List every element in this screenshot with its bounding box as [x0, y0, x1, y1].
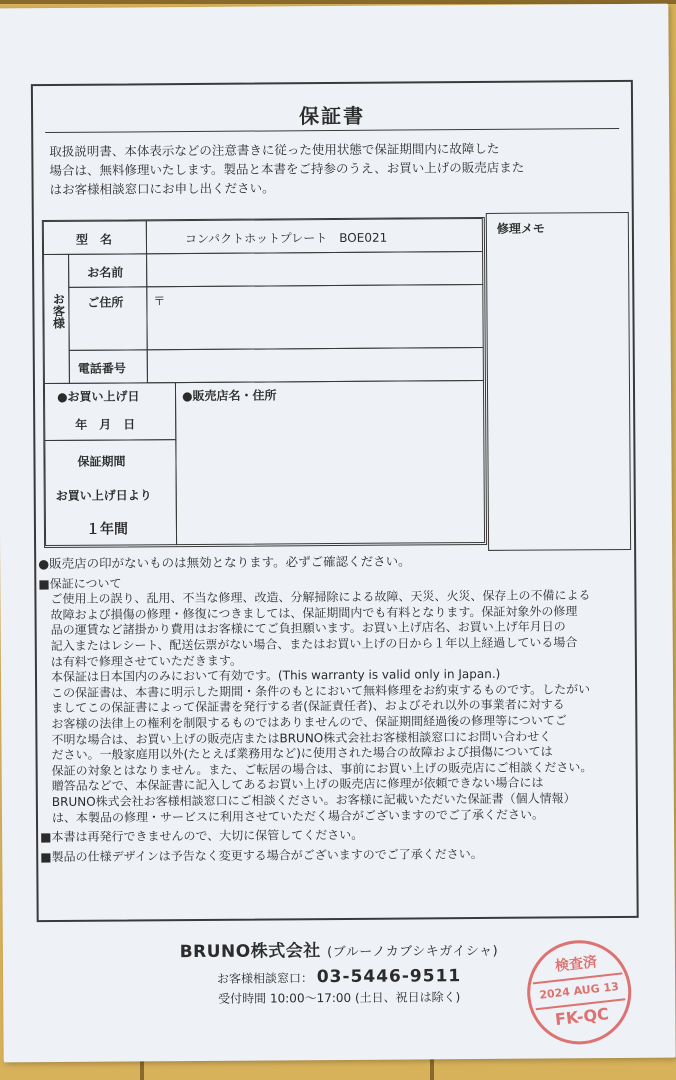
purchase-date-label: ●お買い上げ日	[56, 389, 140, 404]
warranty-heading: ■保証について	[38, 576, 122, 591]
notes-line: ご使用上の誤り、乱用、不当な修理、改造、分解掃除による故障、天災、火災、保存上の不備による	[50, 588, 591, 607]
notes-line: 記入またはレシート、配送伝票がない場合、またはお買い上げの日から１年以上経過している場合	[50, 635, 578, 653]
design-note: ■製品の仕様デザインは予告なく変更する場合がございますのでご了承ください。	[40, 846, 483, 864]
contact-phone: 03-5446-9511	[316, 966, 462, 988]
contact-label: お客様相談窓口：	[216, 971, 314, 986]
company-name: BRUNO株式会社	[179, 941, 321, 963]
notes-line: 故障および損傷の修理・修復につきましては、保証期間内でも有料となります。保証対象外の修理	[50, 604, 578, 622]
warranty-period-value: １年間	[85, 521, 129, 538]
model-label: 型 名	[75, 232, 113, 247]
phone-label-cell	[69, 349, 148, 384]
notes-line: 品の運賃など諸掛かり費用はお客様にてご負担願います。お買い上げ店名、お買い上げ年月日の	[50, 619, 566, 638]
notes-line: この保証書は、本書に明示した期間・条件のもとにおいて無料修理をお約束するものです。したがい	[51, 681, 591, 700]
address-label: ご住所	[87, 295, 124, 310]
intro-line: 場合は、無料修理いたします。製品と本書をご持参のうえ、お買い上げの販売店また	[49, 159, 525, 178]
warranty-period-cell	[44, 439, 177, 546]
phone-field[interactable]	[147, 347, 484, 383]
page-title: 保証書	[299, 103, 366, 129]
notes-line: は、本製品の修理・サービスに利用させていただく場合がございますのでご了承ください。	[51, 807, 545, 825]
phone-label: 電話番号	[77, 361, 126, 376]
notes-line: 保証の対象とはなりません。また、ご転居の場合は、事前にお買い上げの販売店にご相談ください。	[51, 759, 593, 778]
address-field[interactable]	[146, 284, 483, 350]
stamp-date: 2024 AUG 13	[533, 972, 626, 1010]
warranty-from-label: お買い上げ日より	[55, 488, 152, 503]
stamp-top-text: 検査済	[554, 954, 598, 975]
customer-label-cell	[43, 254, 70, 384]
repair-memo-label: 修理メモ	[496, 221, 545, 236]
notes-line: BRUNO株式会社お客様相談窓口にご相談ください。お客様に記載いただいた保証書（個人情報）	[51, 791, 576, 809]
company-kana: (ブルーノカブシキガイシャ)	[327, 943, 499, 961]
repair-memo-box[interactable]	[486, 212, 631, 551]
notes-line: 贈答品などで、本保証書に記入してあるお買い上げの販売店に修理が依頼できない場合には	[51, 775, 544, 794]
stamp-notice: ●販売店の印がないものは無効となります。必ずご確認ください。	[38, 553, 411, 572]
reissue-note: ■本書は再発行できませんので、大切に保管してください。	[40, 827, 364, 845]
contact-hours: 受付時間 10:00～17:00 (土日、祝日は除く)	[218, 990, 461, 1006]
model-label-cell	[43, 220, 147, 255]
name-label: お名前	[87, 265, 124, 280]
notes-line: 不明な場合は、お買い上げの販売店またはBRUNO株式会社お客様相談窓口にお問い合わせく	[51, 729, 552, 747]
address-label-cell	[68, 286, 147, 351]
intro-line: 取扱説明書、本体表示などの注意書きに従った使用状態で保証期間内に故障した	[49, 140, 500, 159]
notes-line: は有料で修理させていただきます。	[50, 653, 242, 669]
model-value: コンパクトホットプレート BOE021	[184, 230, 388, 247]
postal-mark: 〒	[153, 294, 166, 309]
notes-line: ださい。一般家庭用以外(たとえば業務用など)に使用された場合の故障および損傷については	[51, 744, 553, 763]
model-value-cell	[146, 218, 483, 254]
intro-paragraph	[49, 138, 617, 199]
warranty-notes	[38, 552, 632, 865]
warranty-period-label: 保証期間	[77, 454, 126, 469]
customer-label: お客様	[51, 292, 66, 329]
purchase-date-units: 年 月 日	[75, 417, 136, 432]
warranty-form-table	[42, 217, 487, 548]
purchase-date-cell[interactable]	[44, 382, 176, 441]
notes-line: ましてこの保証書によって保証書を発行する者(保証責任者)、およびそれ以外の事業者に対する	[51, 697, 565, 716]
name-label-cell	[68, 253, 147, 288]
name-field[interactable]	[146, 251, 483, 287]
intro-line: はお客様相談窓口にお申し出ください。	[49, 180, 275, 197]
notes-line: お客様の法律上の権利を制限するものではありませんので、保証期間経過後の修理等についてご	[51, 713, 567, 731]
stamp-code: FK-QC	[554, 1004, 610, 1030]
store-cell[interactable]	[175, 380, 485, 545]
store-label: ●販売店名・住所	[181, 388, 277, 404]
warranty-card	[0, 4, 676, 1063]
notes-line: 本保証は日本国内のみにおいて有効です。(This warranty is valid only in Japan.)	[50, 667, 501, 685]
warranty-frame	[31, 80, 639, 922]
